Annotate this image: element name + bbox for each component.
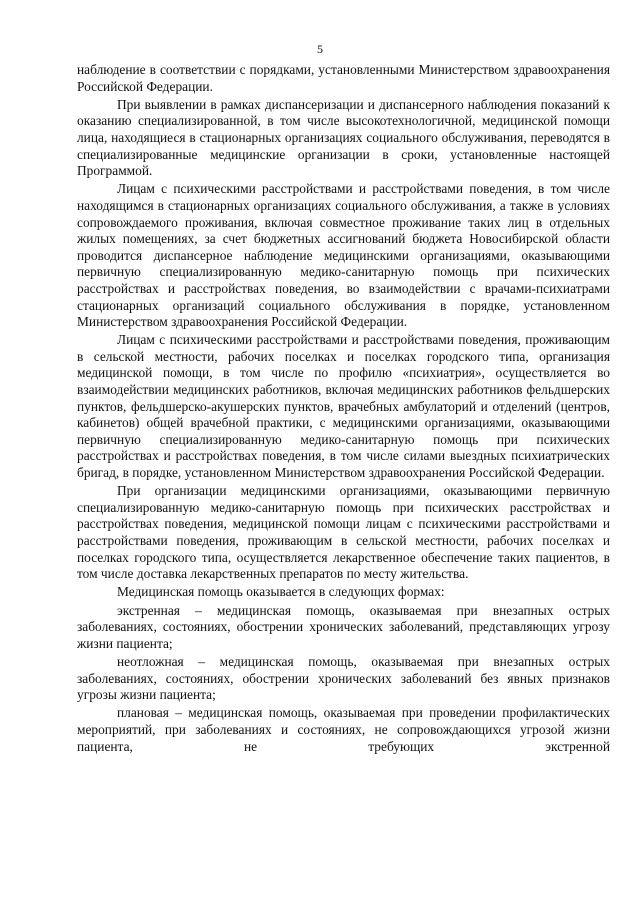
paragraph-9: плановая – медицинская помощь, оказываемая при проведении профилактических мероприятий, при заболеваниях и состояниях, не сопровождающихся угрозой жизни пациента, не требующих экстренной [77,705,610,754]
paragraph-3: Лицам с психическими расстройствами и расстройствами поведения, в том числе находящимся в стационарных организациях социального обслуживания, а также в условиях сопровождаемого проживания, включая совместное проживание таких лиц в отдельных жилых помещениях, за счет бюджетных ассигнований бюджета Новосибирской области проводится диспансерное наблюдение медицинскими организациями, оказывающими первичную специализированную медико-санитарную помощь при психических расстройствах и расстройствах поведения, во взаимодействии с врачами-психиатрами стационарных организаций социального обслуживания в порядке, установленном Министерством здравоохранения Российской Федерации. [77,181,610,330]
paragraph-5: При организации медицинскими организациями, оказывающими первичную специализированную медико-санитарную помощь при психических расстройствах и расстройствах поведения, медицинской помощи лицам с психическими расстройствами и расстройствами поведения, проживающим в сельской местности, рабочих поселках и поселках городского типа, осуществляется лекарственное обеспечение таких пациентов, в том числе доставка лекарственных препаратов по месту жительства. [77,483,610,582]
paragraph-8: неотложная – медицинская помощь, оказываемая при внезапных острых заболеваниях, состояниях, обострении хронических заболеваний без явных признаков угрозы жизни пациента; [77,653,610,703]
paragraph-7: экстренная – медицинская помощь, оказываемая при внезапных острых заболеваниях, состояниях, обострении хронических заболеваний, представляющих угрозу жизни пациента; [77,602,610,651]
page-number: 5 [317,42,323,56]
paragraph-4: Лицам с психическими расстройствами и расстройствами поведения, проживающим в сельской местности, рабочих поселках и поселках городского типа, организация медицинской помощи, в том числе по профилю «психиатрия», осуществляется во взаимодействии медицинских работников, включая медицинских работников фельдшерских пунктов, фельдшерско-акушерских пунктов, врачебных амбулаторий и отделений (центров, кабинетов) общей врачебной практики, с медицинскими организациями, оказывающими первичную специализированную медико-санитарную помощь при психических расстройствах и расстройствах поведения, в том числе силами выездных психиатрических бригад, в порядке, установленном Министерством здравоохранения Российской Федерации. [77,332,610,481]
document-body [77,62,610,757]
paragraph-2: При выявлении в рамках диспансеризации и диспансерного наблюдения показаний к оказанию специализированной, в том числе высокотехнологичной, медицинской помощи лица, находящиеся в стационарных организациях социального обслуживания, переводятся в специализированные медицинские организации в сроки, установленные настоящей Программой. [77,96,610,179]
paragraph-6: Медицинская помощь оказывается в следующих формах: [117,584,445,600]
paragraph-1: наблюдение в соответствии с порядками, установленными Министерством здравоохранения Российской Федерации. [77,62,610,94]
